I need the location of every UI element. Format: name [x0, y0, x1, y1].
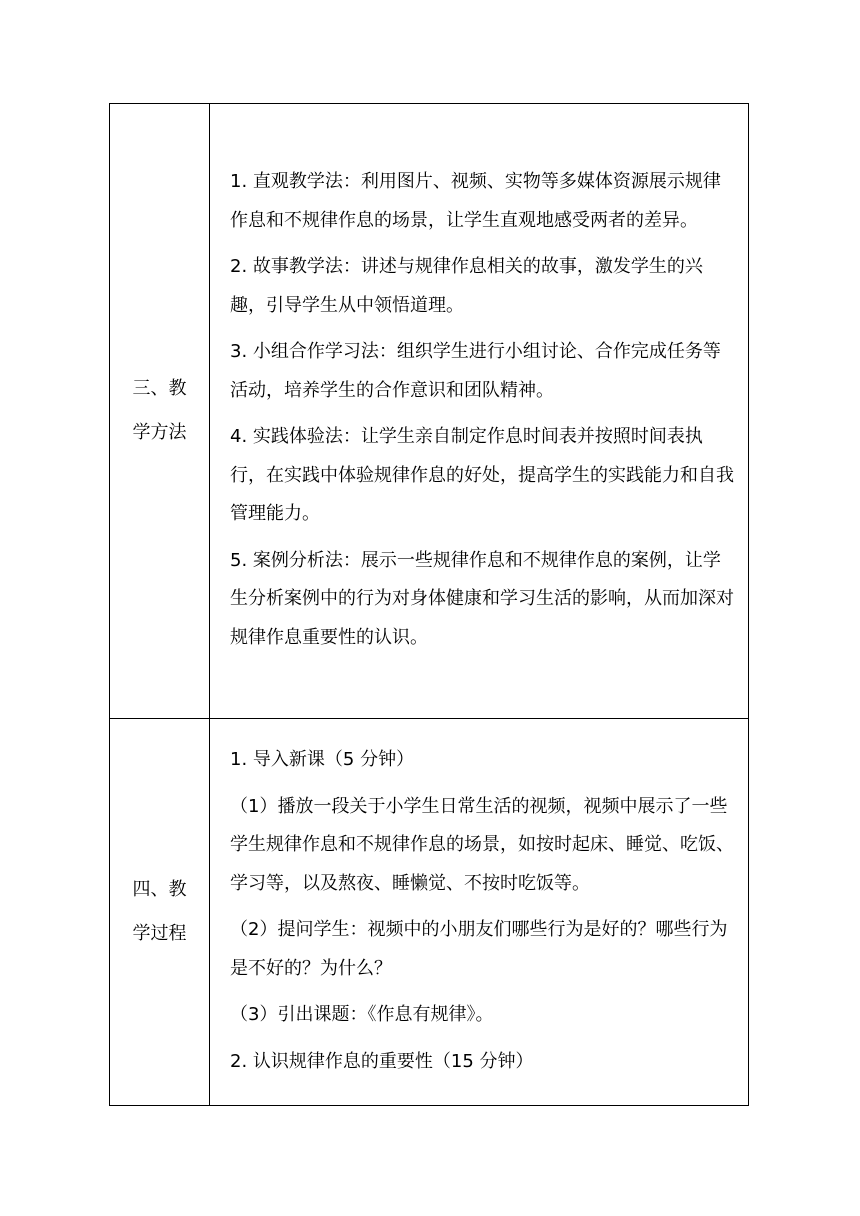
- row-label-line: 三、教: [132, 378, 187, 399]
- process-paragraph-4: （3）引出课题：《作息有规律》。: [230, 1004, 494, 1025]
- row-label-line: 四、教: [132, 879, 187, 900]
- row-label-teaching-process: [110, 719, 210, 1106]
- process-paragraph-1: 1. 导入新课（5 分钟）: [230, 749, 415, 770]
- row-label-line: 学方法: [132, 422, 187, 443]
- teaching-methods-content: [210, 104, 749, 719]
- row-label-teaching-methods: [110, 104, 210, 719]
- lesson-plan-table: [109, 103, 749, 1106]
- teaching-methods-row: [110, 104, 749, 719]
- method-paragraph-4: 4. 实践体验法：让学生亲自制定作息时间表并按照时间表执行，在实践中体验规律作息的好处，提高学生的实践能力和自我管理能力。: [230, 426, 734, 524]
- row-label-line: 学过程: [132, 923, 187, 944]
- method-paragraph-1: 1. 直观教学法：利用图片、视频、实物等多媒体资源展示规律作息和不规律作息的场景，让学生直观地感受两者的差异。: [230, 171, 721, 231]
- process-paragraph-3: （2）提问学生：视频中的小朋友们哪些行为是好的？哪些行为是不好的？为什么？: [230, 919, 728, 979]
- teaching-process-row: [110, 719, 749, 1106]
- method-paragraph-3: 3. 小组合作学习法：组织学生进行小组讨论、合作完成任务等活动，培养学生的合作意识和团队精神。: [230, 341, 721, 401]
- method-paragraph-5: 5. 案例分析法：展示一些规律作息和不规律作息的案例，让学生分析案例中的行为对身体健康和学习生活的影响，从而加深对规律作息重要性的认识。: [230, 549, 734, 648]
- process-paragraph-2: （1）播放一段关于小学生日常生活的视频，视频中展示了一些学生规律作息和不规律作息的场景，如按时起床、睡觉、吃饭、学习等，以及熬夜、睡懒觉、不按时吃饭等。: [230, 795, 734, 894]
- teaching-process-content: [210, 719, 749, 1106]
- method-paragraph-2: 2. 故事教学法：讲述与规律作息相关的故事，激发学生的兴趣，引导学生从中领悟道理。: [230, 256, 703, 316]
- process-paragraph-5: 2. 认识规律作息的重要性（15 分钟）: [230, 1050, 534, 1072]
